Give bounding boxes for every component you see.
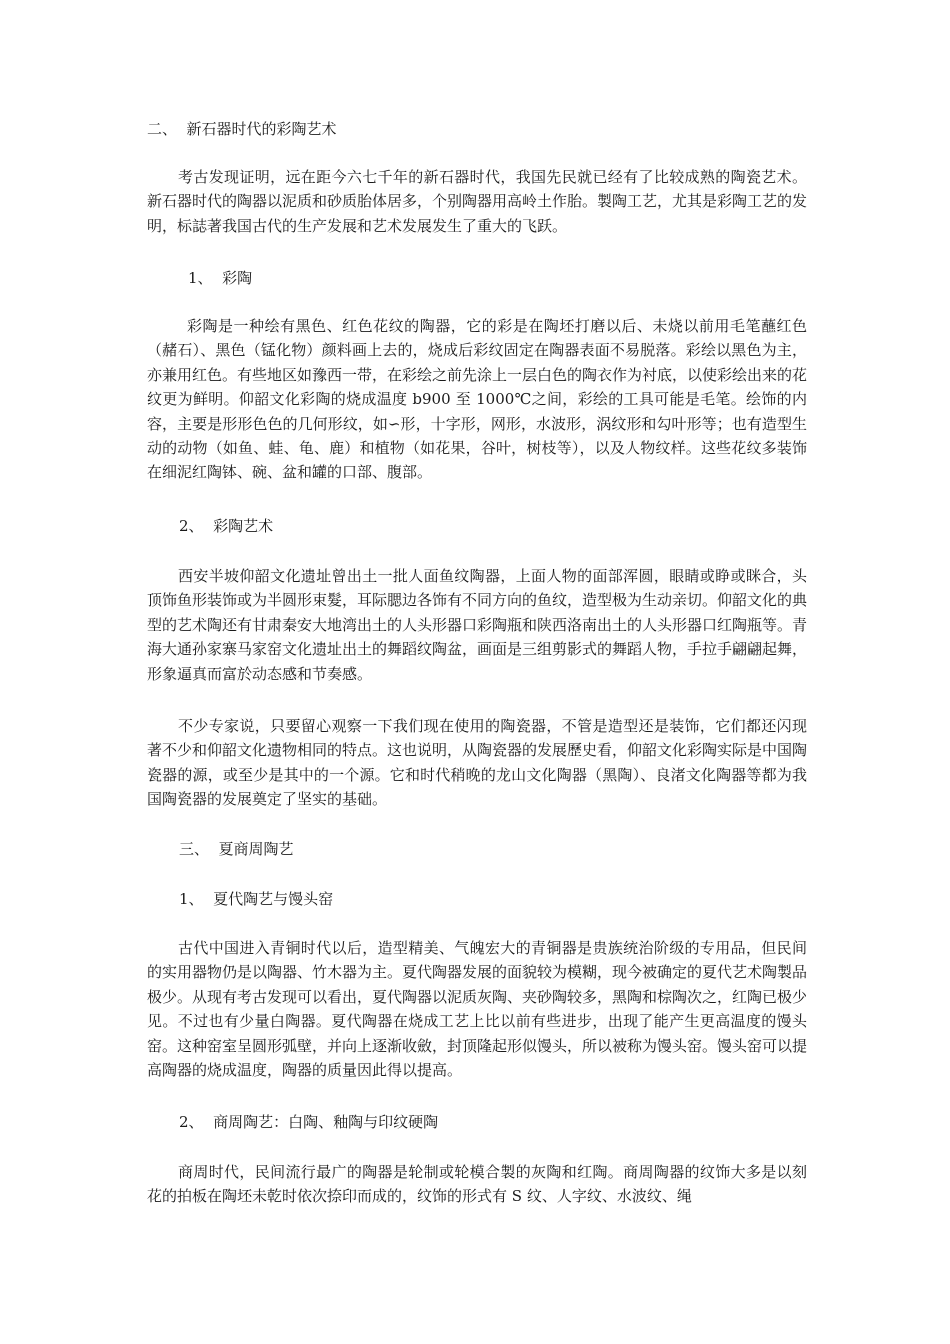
heading-xia: 1、 夏代陶艺与馒头窑 (179, 890, 334, 908)
heading-caitao-art: 2、 彩陶艺术 (179, 517, 274, 535)
heading-caitao: 1、 彩陶 (188, 269, 253, 287)
heading-section-3: 三、 夏商周陶艺 (179, 840, 294, 858)
paragraph-xia: 古代中国进入青铜时代以后，造型精美、气魄宏大的青铜器是贵族统治阶级的专用品，但民间的实用器物仍是以陶器、竹木器为主。夏代陶器发展的面貌较为模糊，现今被确定的夏代艺术陶製品极少。从现有考古发现可以看出，夏代陶器以泥质灰陶、夹砂陶较多，黑陶和棕陶次之，红陶已极少见。不过也有少量白陶器。夏代陶器在烧成工艺上比以前有些进步，出现了能产生更高温度的馒头窑。这种窑室呈圆形弧壁，并向上逐渐收斂，封顶隆起形似馒头，所以被称为馒头窑。馒头窑可以提高陶器的烧成温度，陶器的质量因此得以提高。 (147, 939, 808, 1080)
paragraph-caitao-art-2: 不少专家说，只要留心观察一下我们现在使用的陶瓷器，不管是造型还是装饰，它们都还闪现著不少和仰韶文化遗物相同的特点。这也说明，从陶瓷器的发展歷史看，仰韶文化彩陶实际是中国陶瓷器的源，或至少是其中的一个源。它和时代稍晚的龙山文化陶器（黑陶）、良渚文化陶器等都为我国陶瓷器的发展奠定了坚实的基础。 (147, 717, 808, 809)
heading-shangzhou: 2、 商周陶艺：白陶、釉陶与印纹硬陶 (179, 1113, 439, 1131)
paragraph-caitao-art-1: 西安半坡仰韶文化遗址曾出土一批人面鱼纹陶器，上面人物的面部浑圆，眼睛或睁或眯合，头顶饰鱼形装饰或为半圆形束髮，耳际腮边各饰有不同方向的鱼纹，造型极为生动亲切。仰韶文化的典型的艺术陶还有甘肃秦安大地湾出土的人头形器口彩陶瓶和陕西洛南出土的人头形器口红陶瓶等。青海大通孙家寨马家窑文化遗址出土的舞蹈纹陶盆，画面是三组剪影式的舞蹈人物，手拉手翩翩起舞，形象逼真而富於动态感和节奏感。 (147, 567, 808, 683)
paragraph-shangzhou: 商周时代，民间流行最广的陶器是轮制或轮模合製的灰陶和红陶。商周陶器的纹饰大多是以刻花的拍板在陶坯未乾时依次捺印而成的，纹饰的形式有 S 纹、人字纹、水波纹、绳 (147, 1163, 807, 1206)
heading-section-2: 二、 新石器时代的彩陶艺术 (147, 120, 337, 138)
paragraph-caitao: 彩陶是一种绘有黑色、红色花纹的陶器，它的彩是在陶坯打磨以后、未烧以前用毛笔蘸红色（赭石）、黑色（锰化物）颜料画上去的，烧成后彩纹固定在陶器表面不易脱落。彩绘以黑色为主，亦兼用红色。有些地区如豫西一带，在彩绘之前先涂上一层白色的陶衣作为衬底，以使彩绘出来的花纹更为鲜明。仰韶文化彩陶的烧成温度 b900 至 1000℃之间，彩绘的工具可能是毛笔。绘饰的内容，主要是形形色色的几何形纹，如∽形，十字形，网形，水波形，涡纹形和勾叶形等；也有造型生动的动物（如鱼、蛙、龟、鹿）和植物（如花果，谷叶，树枝等），以及人物纹样。这些花纹多装饰在细泥红陶钵、碗、盆和罐的口部、腹部。 (147, 317, 808, 482)
paragraph-intro: 考古发现证明，远在距今六七千年的新石器时代，我国先民就已经有了比较成熟的陶瓷艺术。新石器时代的陶器以泥质和砂质胎体居多，个别陶器用高岭土作胎。製陶工艺，尤其是彩陶工艺的发明，标誌著我国古代的生产发展和艺术发展发生了重大的飞跃。 (147, 168, 808, 235)
